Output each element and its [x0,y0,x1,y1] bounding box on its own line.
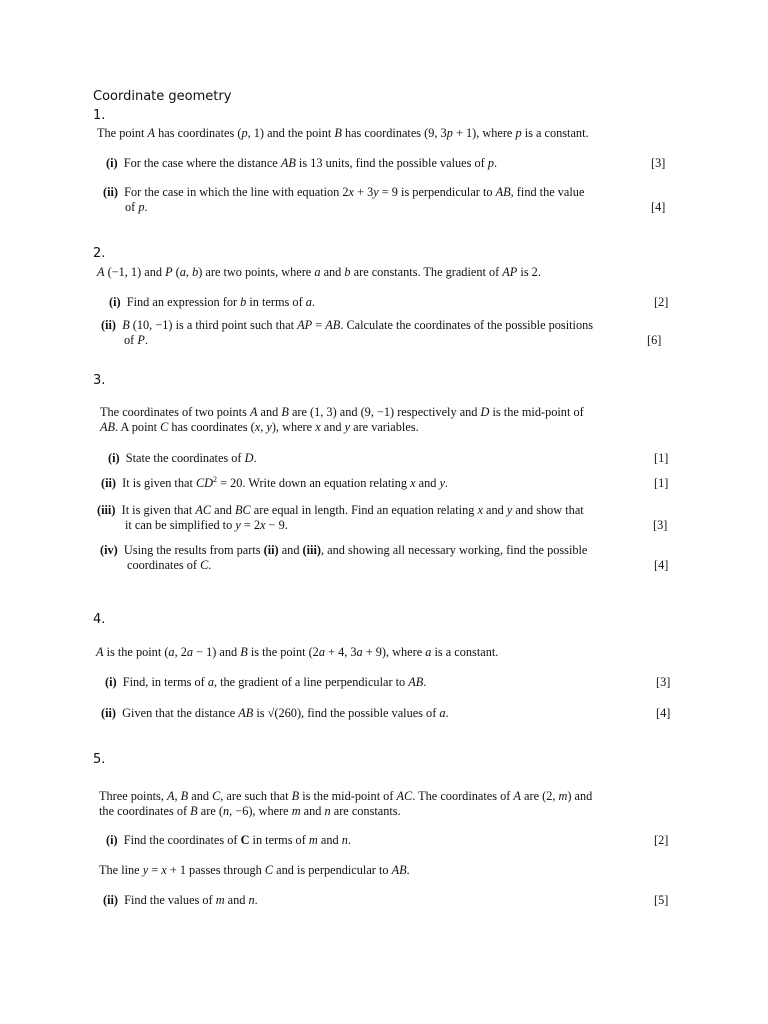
question-part: (i) Find an expression for b in terms of a. [109,295,315,309]
question-part: (ii) Given that the distance AB is √(260), find the possible values of a. [101,706,449,720]
marks: [4] [654,558,669,572]
question-stem: Three points, A, B and C, are such that B is the mid-point of AC. The coordinates of A are (2, m) and [99,789,593,803]
question-number: 4. [93,612,106,627]
marks: [1] [654,451,669,465]
marks: [3] [651,156,666,170]
marks: [3] [656,675,671,689]
question-number: 5. [93,752,106,767]
question-stem-continued: AB. A point C has coordinates (x, y), where x and y are variables. [100,420,419,434]
page-title: Coordinate geometry [93,89,232,104]
question-interlude: The line y = x + 1 passes through C and is perpendicular to AB. [99,863,410,877]
question-part: (i) For the case where the distance AB is 13 units, find the possible values of p. [106,156,498,170]
question-number: 1. [93,108,106,123]
marks: [1] [654,476,669,490]
question-part: (i) State the coordinates of D. [108,451,257,465]
question-number: 3. [93,373,106,388]
marks: [4] [656,706,671,720]
question-stem-continued: the coordinates of B are (n, −6), where m and n are constants. [99,804,401,818]
question-part: (ii) B (10, −1) is a third point such that AP = AB. Calculate the coordinates of the possible positions [101,318,594,332]
question-stem: The point A has coordinates (p, 1) and the point B has coordinates (9, 3p + 1), where p is a constant. [97,126,589,140]
question-part: (iv) Using the results from parts (ii) and (iii), and showing all necessary working, find the possible [100,543,588,557]
marks: [2] [654,295,669,309]
question-part: (ii) It is given that $CD^2 = 20$. Write down an equation relating x and y. [101,474,448,490]
question-stem: A is the point (a, 2a − 1) and B is the point (2a + 4, 3a + 9), where a is a constant. [96,645,499,659]
question-part: (i) Find, in terms of a, the gradient of a line perpendicular to AB. [105,675,427,689]
question-stem: A (−1, 1) and P (a, b) are two points, where a and b are constants. The gradient of AP is 2. [97,265,541,279]
question-part-continued: of p. [125,200,148,214]
marks: [5] [654,893,669,907]
question-part: (ii) Find the values of m and n. [103,893,258,907]
marks: [2] [654,833,669,847]
question-part: (iii) It is given that AC and BC are equal in length. Find an equation relating x and y and show that [97,503,584,517]
marks: [3] [653,518,668,532]
question-part: (i) Find the coordinates of C in terms of m and n. [106,833,351,847]
question-part: (ii) For the case in which the line with equation 2x + 3y = 9 is perpendicular to AB, find the value [103,185,585,199]
question-part-continued: of P. [124,333,148,347]
question-part-continued: coordinates of C. [127,558,212,572]
question-part-continued: it can be simplified to y = 2x − 9. [125,518,288,532]
question-number: 2. [93,246,106,261]
marks: [6] [647,333,662,347]
question-stem: The coordinates of two points A and B are (1, 3) and (9, −1) respectively and D is the mid-point of [100,405,584,419]
marks: [4] [651,200,666,214]
